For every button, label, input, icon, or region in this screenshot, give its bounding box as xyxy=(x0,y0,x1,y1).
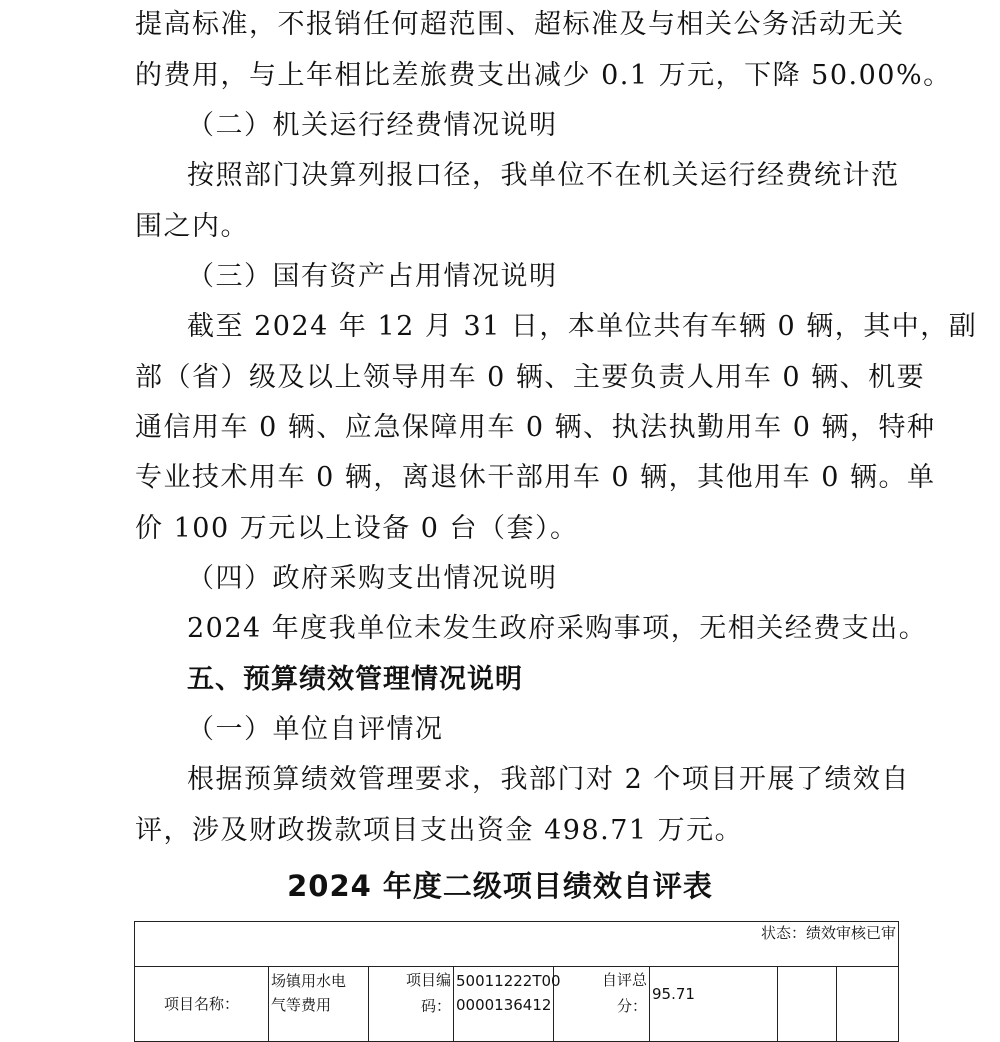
body-line-6: 部（省）级及以上领导用车 0 辆、主要负责人用车 0 辆、机要 xyxy=(135,362,926,393)
project-name-value-line-2: 气等费用 xyxy=(271,996,332,1014)
body-line-3: 按照部门决算列报口径，我单位不在机关运行经费统计范 xyxy=(187,160,900,191)
section-heading-operating-expenses: （二）机关运行经费情况说明 xyxy=(187,110,558,141)
evaluation-table xyxy=(134,921,899,1042)
project-code-label-line-1: 项目编 xyxy=(405,971,451,989)
body-line-11: 根据预算绩效管理要求，我部门对 2 个项目开展了绩效自 xyxy=(187,764,910,795)
body-line-9: 价 100 万元以上设备 0 台（套）。 xyxy=(135,513,579,544)
self-score-label-line-2: 分： xyxy=(616,997,647,1015)
project-code-value-line-1: 50011222T00 xyxy=(456,972,561,990)
project-code-value-line-2: 0000136412 xyxy=(456,996,552,1014)
project-name-value-line-1: 场镇用水电 xyxy=(271,972,347,990)
body-line-2: 的费用，与上年相比差旅费支出减少 0.1 万元，下降 50.00%。 xyxy=(135,60,952,91)
section-heading-procurement: （四）政府采购支出情况说明 xyxy=(187,563,558,594)
self-score-label xyxy=(554,967,650,1042)
project-code-label xyxy=(369,967,454,1042)
status-cell: 状态：绩效审核已审 xyxy=(135,922,899,967)
body-line-4: 围之内。 xyxy=(135,211,249,242)
self-score-label-line-1: 自评总 xyxy=(601,971,647,989)
section-heading-state-assets: （三）国有资产占用情况说明 xyxy=(187,261,558,292)
self-score-value: 95.71 xyxy=(650,967,778,1042)
section-heading-self-evaluation: （一）单位自评情况 xyxy=(187,714,444,745)
body-line-1: 提高标准，不报销任何超范围、超标准及与相关公务活动无关 xyxy=(135,9,905,40)
body-line-7: 通信用车 0 辆、应急保障用车 0 辆、执法执勤用车 0 辆，特种 xyxy=(135,412,936,443)
body-line-5: 截至 2024 年 12 月 31 日，本单位共有车辆 0 辆，其中，副 xyxy=(187,311,978,342)
body-line-10: 2024 年度我单位未发生政府采购事项，无相关经费支出。 xyxy=(187,613,928,644)
project-name-value xyxy=(269,967,369,1042)
body-line-8: 专业技术用车 0 辆，离退休干部用车 0 辆，其他用车 0 辆。单 xyxy=(135,462,936,493)
project-info-row xyxy=(135,967,899,1042)
section-heading-performance: 五、预算绩效管理情况说明 xyxy=(187,664,523,695)
project-code-value xyxy=(454,967,561,1042)
body-line-12: 评，涉及财政拨款项目支出资金 498.71 万元。 xyxy=(135,815,744,846)
empty-cell-1 xyxy=(778,967,837,1042)
table-title: 2024 年度二级项目绩效自评表 xyxy=(287,869,713,903)
project-name-label: 项目名称： xyxy=(135,967,269,1042)
status-row xyxy=(135,922,899,967)
empty-cell-2 xyxy=(837,967,899,1042)
project-code-label-line-2: 码： xyxy=(420,997,451,1015)
